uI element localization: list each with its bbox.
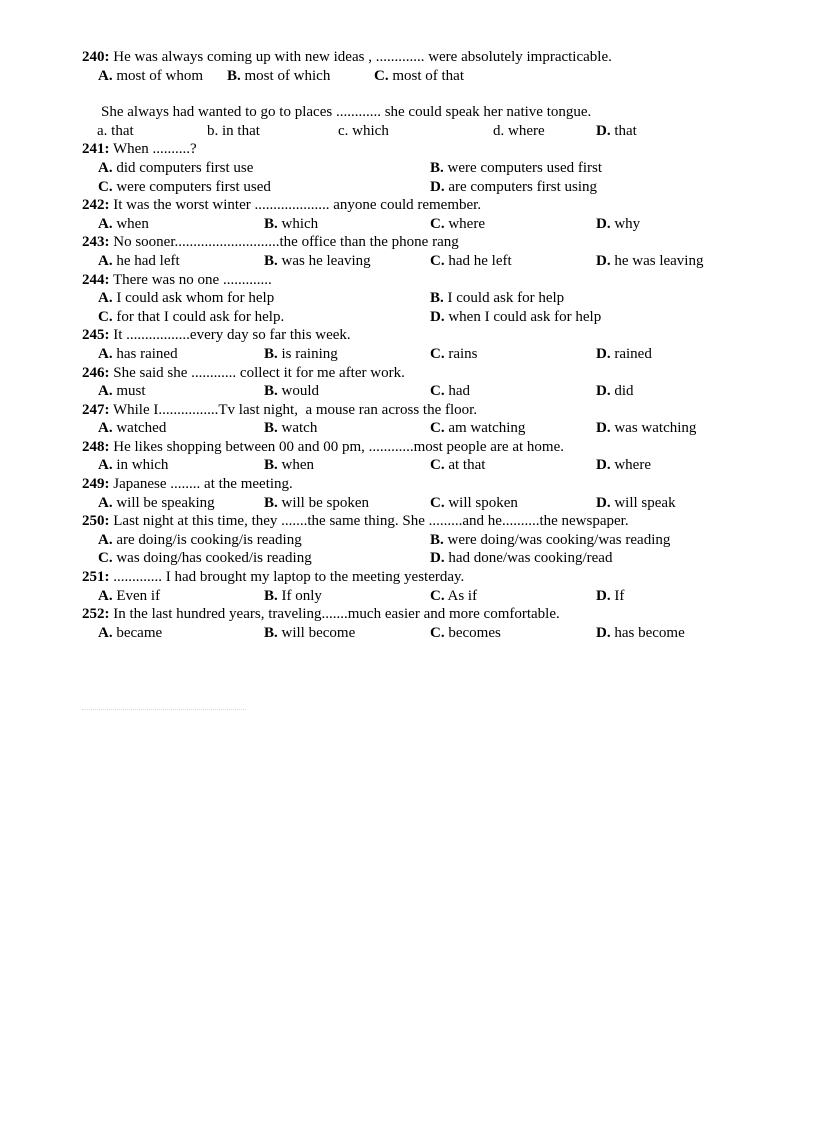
option-row <box>82 178 742 197</box>
option-b: B. I could ask for help <box>430 290 565 307</box>
question-246 <box>82 364 742 401</box>
question-list <box>82 48 742 642</box>
option-answer: D. that <box>596 122 637 139</box>
option-a: A. will be speaking <box>98 494 215 511</box>
option-b: B. If only <box>264 587 322 604</box>
option-c: C. will spoken <box>430 494 518 511</box>
option-d: D. had done/was cooking/read <box>430 550 613 567</box>
option-a: A. Even if <box>98 587 161 604</box>
question-252 <box>82 605 742 642</box>
question-249 <box>82 475 742 512</box>
question-251 <box>82 568 742 605</box>
question-stem <box>82 48 742 67</box>
option-row <box>82 252 742 271</box>
option-row <box>82 215 742 234</box>
option-a: A. in which <box>98 457 169 474</box>
question-text: It was the worst winter .................... anyone could remember. <box>109 197 482 214</box>
spacer <box>82 85 742 103</box>
option-b: B. most of which <box>227 67 331 84</box>
option-a: A. has rained <box>98 345 178 362</box>
option-b: B. were computers used first <box>430 159 603 176</box>
option-c: C. where <box>430 215 485 232</box>
question-text: It .................every day so far this week. <box>109 327 351 344</box>
option-c: C. were computers first used <box>98 178 271 195</box>
option-a: A. when <box>98 215 149 232</box>
option-c: C. most of that <box>374 67 465 84</box>
option-row <box>82 456 742 475</box>
option-a: A. did computers first use <box>98 159 254 176</box>
option-d: D. has become <box>596 624 685 641</box>
question-text: ............. I had brought my laptop to the meeting yesterday. <box>109 569 465 586</box>
question-text: There was no one ............. <box>109 271 272 288</box>
question-number: 249: <box>82 476 110 493</box>
option-b: B. watch <box>264 420 318 437</box>
question-stem <box>82 140 742 159</box>
question-number: 241: <box>82 141 110 158</box>
option-d: D. did <box>596 383 634 400</box>
question-number: 242: <box>82 197 110 214</box>
option-a: A. watched <box>98 420 167 437</box>
question-250 <box>82 512 742 568</box>
question-247 <box>82 401 742 438</box>
option-d: D. why <box>596 215 641 232</box>
option-row <box>82 624 742 643</box>
option-row <box>82 289 742 308</box>
question-stem <box>82 605 742 624</box>
question-text: Japanese ........ at the meeting. <box>109 476 293 493</box>
option-row <box>82 531 742 550</box>
option-c: C. becomes <box>430 624 501 641</box>
question-text: When ..........? <box>109 141 197 158</box>
option-a: A. are doing/is cooking/is reading <box>98 531 302 548</box>
option-row <box>82 345 742 364</box>
question-text: He likes shopping between 00 and 00 pm, ............most people are at home. <box>109 438 564 455</box>
option-a: A. I could ask whom for help <box>98 290 275 307</box>
option-a: a. that <box>97 122 134 139</box>
question-number: 243: <box>82 234 110 251</box>
question-number: 244: <box>82 271 110 288</box>
question-stem <box>82 326 742 345</box>
question-stem: She always had wanted to go to places ............ she could speak her native tongue. <box>101 104 592 121</box>
question-stem <box>82 271 742 290</box>
question-number: 240: <box>82 49 110 65</box>
option-c: C. at that <box>430 457 486 474</box>
option-c: C. had <box>430 383 471 400</box>
option-row <box>82 308 742 327</box>
question-number: 250: <box>82 513 110 530</box>
option-b: B. is raining <box>264 345 338 362</box>
option-a: A. must <box>98 383 146 400</box>
option-c: C. had he left <box>430 252 512 269</box>
question-240 <box>82 48 742 85</box>
option-row <box>82 159 742 178</box>
option-a: A. became <box>98 624 163 641</box>
question-stem <box>82 475 742 494</box>
option-a: A. he had left <box>98 252 180 269</box>
option-d: D. will speak <box>596 494 676 511</box>
question-number: 245: <box>82 327 110 344</box>
option-row <box>82 122 742 141</box>
option-c: C. for that I could ask for help. <box>98 308 285 325</box>
question-stem <box>82 568 742 587</box>
question-stem <box>82 233 742 252</box>
question-text: No sooner............................the office than the phone rang <box>109 234 459 251</box>
option-row <box>82 587 742 606</box>
option-row <box>82 549 742 568</box>
dotted-divider <box>82 709 246 710</box>
option-b: B. was he leaving <box>264 252 371 269</box>
question-number: 246: <box>82 364 110 381</box>
option-row <box>82 419 742 438</box>
question-241 <box>82 140 742 196</box>
question-stem <box>82 512 742 531</box>
question-stem <box>82 364 742 383</box>
question-number: 252: <box>82 606 110 623</box>
option-d: D. was watching <box>596 420 697 437</box>
option-b: B. which <box>264 215 319 232</box>
option-d: d. where <box>493 122 545 139</box>
option-d: D. are computers first using <box>430 178 598 195</box>
question-text: He was always coming up with new ideas , ............. were absolutely impracticable. <box>109 49 612 65</box>
option-c: c. which <box>338 122 389 139</box>
question-242 <box>82 196 742 233</box>
option-d: D. when I could ask for help <box>430 308 602 325</box>
option-b: b. in that <box>207 122 260 139</box>
option-b: B. would <box>264 383 320 400</box>
question-text: In the last hundred years, traveling.......much easier and more comfortable. <box>109 606 560 623</box>
question-stem <box>82 401 742 420</box>
option-d: D. rained <box>596 345 652 362</box>
question-text: She said she ............ collect it for me after work. <box>109 364 405 381</box>
option-d: D. where <box>596 457 651 474</box>
option-c: C. rains <box>430 345 478 362</box>
option-b: B. will be spoken <box>264 494 370 511</box>
option-row <box>82 382 742 401</box>
question-244 <box>82 271 742 327</box>
option-c: C. was doing/has cooked/is reading <box>98 550 312 567</box>
option-row <box>82 494 742 513</box>
option-a: A. most of whom <box>98 67 204 84</box>
question-243 <box>82 233 742 270</box>
option-d: D. he was leaving <box>596 252 704 269</box>
question-number: 248: <box>82 438 110 455</box>
question-245 <box>82 326 742 363</box>
question-stem <box>82 196 742 215</box>
question-text: Last night at this time, they .......the same thing. She .........and he..........the newspaper. <box>109 513 629 530</box>
question-248 <box>82 438 742 475</box>
question-text: While I................Tv last night, a mouse ran across the floor. <box>109 401 478 418</box>
option-c: C. am watching <box>430 420 526 437</box>
question-number: 251: <box>82 569 110 586</box>
question-extra <box>82 103 742 140</box>
option-b: B. when <box>264 457 315 474</box>
option-d: D. If <box>596 587 625 604</box>
question-stem <box>82 438 742 457</box>
option-b: B. will become <box>264 624 356 641</box>
option-c: C. As if <box>430 587 478 604</box>
question-number: 247: <box>82 401 110 418</box>
option-row <box>82 67 742 86</box>
option-b: B. were doing/was cooking/was reading <box>430 531 671 548</box>
